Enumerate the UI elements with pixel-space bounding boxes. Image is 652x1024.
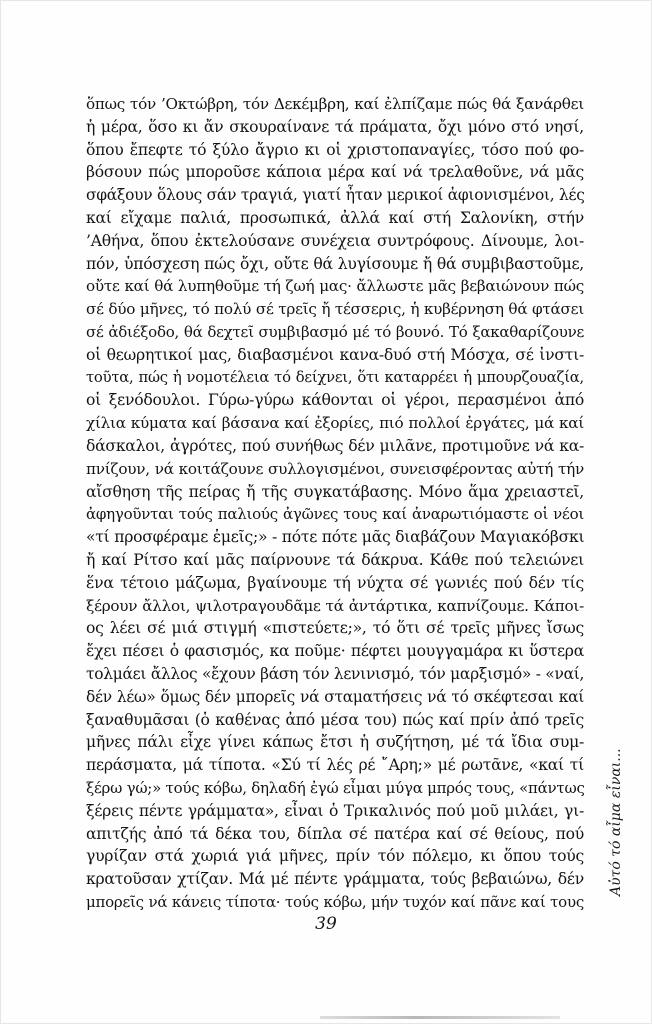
text-line: ὅπου ἔπεφτε τό ξύλο ἄγριο κι οἱ χριστοπαναγίες, τόσο πού φο- — [86, 140, 584, 159]
page-number: 39 — [315, 914, 337, 934]
text-line: σέ δύο μῆνες, τό πολύ σέ τρεῖς ἤ τέσσερις, ἡ κυβέρνηση θά φτάσει — [86, 300, 584, 319]
text-line: καί εἴχαμε παλιά, προσωπικά, ἀλλά καί στή Σαλονίκη, στήν — [86, 208, 584, 227]
text-line: ὅπως τόν ’Οκτώβρη, τόν Δεκέμβρη, καί ἐλπίζαμε πώς θά ξανάρθει — [86, 95, 584, 113]
text-line: βόσουν πώς μποροῦσε κάποια μέρα καί νά τρελαθοῦνε, νά μᾶς — [86, 163, 584, 182]
scan-edge-mark — [320, 1016, 560, 1019]
text-line: μπορεῖς νά κάνεις τίποτα· τούς κόβω, μήν τυχόν καί πᾶνε καί τους — [86, 892, 584, 911]
text-line: δέν λέω» ὅμως δέν μπορεῖς νά σταματήσεις νά τό σκέφτεσαι καί — [86, 687, 584, 706]
text-line: σφάξουν ὅλους σάν τραγιά, γιατί ἦταν μερικοί ἀφιονισμένοι, λές — [86, 186, 585, 205]
running-head: Αὐτό τό αἷμα εἶναι... — [608, 748, 624, 896]
text-line: ἡ μέρα, ὅσο κι ἄν σκουραίνανε τά πράματα, ὄχι μόνο στό νησί, — [86, 117, 584, 136]
text-line: ἀφηγοῦνται τούς παλιούς ἀγῶνες τους καί ἀναρωτιόμαστε οἱ νέοι — [86, 505, 584, 524]
text-line: ξαναθυμᾶσαι (ὁ καθένας ἀπό μέσα του) πώς καί πρίν ἀπό τρεῖς — [86, 710, 584, 729]
text-line: ος λέει σέ μιά στιγμή «πιστεύετε;», τό ὅτι σέ τρεῖς μῆνες ἴσως — [86, 619, 584, 638]
text-line: περάσματα, μά τίποτα. «Σύ τί λές ρέ ῎Αρη;» μέ ρωτᾶνε, «καί τί — [86, 756, 584, 775]
body-text — [86, 93, 584, 914]
text-line: ξέρεις πέντε γράμματα», εἶναι ὁ Τρικαλινός πού μοῦ μιλάει, γι- — [86, 801, 584, 820]
text-line: τολμάει ἄλλος «ἔχουν βάση τόν λενινισμό, τόν μαρξισμό» - «ναί, — [86, 664, 585, 683]
text-line: πόν, ὑπόσχεση πώς ὄχι, οὔτε θά λυγίσουμε ἤ θά συμβιβαστοῦμε, — [86, 254, 584, 273]
text-line: απιτζής ἀπό τά δέκα του, δίπλα σέ πατέρα καί σέ θείους, πού — [86, 824, 584, 843]
text-line: δάσκαλοι, ἀγρότες, πού συνήθως δέν μιλᾶνε, προτιμοῦνε νά κα- — [86, 436, 584, 455]
text-line: ἔχει πέσει ὁ φασισμός, κα ποῦμε· πέφτει μουγγαμάρα κι ὕστερα — [86, 642, 584, 661]
text-line: πνίζουν, νά κοιτάζουνε συλλογισμένοι, συνεισφέροντας αὐτή τήν — [86, 459, 584, 478]
text-line: μῆνες πάλι εἶχε γίνει κάπως ἔτσι ἡ συζήτηση, μέ τά ἴδια συμ- — [86, 733, 584, 752]
text-line: κρατοῦσαν χτίζαν. Μά μέ πέντε γράμματα, τούς βεβαιώνω, δέν — [86, 870, 584, 889]
text-line: ξέρουν ἄλλοι, ψιλοτραγουδᾶμε τά ἀντάρτικα, καπνίζουμε. Κάποι- — [86, 596, 584, 615]
text-line: οἱ θεωρητικοί μας, διαβασμένοι κανα-δυό στή Μόσχα, σέ ἰνστι- — [86, 345, 584, 364]
text-line: ἤ καί Ρίτσο καί μᾶς παίρνουνε τά δάκρυα. Κάθε πού τελειώνει — [86, 550, 584, 569]
text-line: «τί προσφέραμε ἐμεῖς;» - πότε πότε μᾶς διαβάζουν Μαγιακόβσκι — [86, 528, 585, 547]
text-line: γυρίζαν στά χωριά γιά μῆνες, πρίν τόν πόλεμο, κι ὅπου τούς — [86, 847, 584, 866]
text-line: οὔτε καί θά λυπηθοῦμε τή ζωή μας· ἄλλωστε μᾶς βεβαιώνουν πώς — [86, 277, 584, 296]
text-line: αἴσθηση τῆς πείρας ἤ τῆς συγκατάβασης. Μόνο ἅμα χρειαστεῖ, — [86, 482, 584, 501]
text-line: ’Αθήνα, ὅπου ἐκτελούσανε συνέχεια συντρόφους. Δίνουμε, λοι- — [86, 231, 584, 250]
text-line: χίλια κύματα καί βάσανα καί ἐξορίες, πιό πολλοί ἐργάτες, μά καί — [86, 414, 584, 433]
text-line: ξέρω γώ;» τούς κόβω, δηλαδή ἐγώ εἶμαι μύγα μπρός τους, «πάντως — [86, 778, 585, 797]
text-line: ἕνα τέτοιο μάζωμα, βγαίνουμε τή νύχτα σέ γωνιές πού δέν τίς — [86, 573, 584, 592]
text-line: σέ ἀδιέξοδο, θά δεχτεῖ συμβιβασμό μέ τό βουνό. Τό ξακαθαρίζουνε — [86, 322, 584, 341]
text-line: τοῦτα, πώς ἡ νομοτέλεια τό δείχνει, ὅτι καταρρέει ἡ μπουρζουαζία, — [86, 368, 584, 386]
text-line: οἱ ξενόδουλοι. Γύρω-γύρω κάθονται οἱ γέροι, περασμένοι ἀπό — [86, 391, 584, 410]
